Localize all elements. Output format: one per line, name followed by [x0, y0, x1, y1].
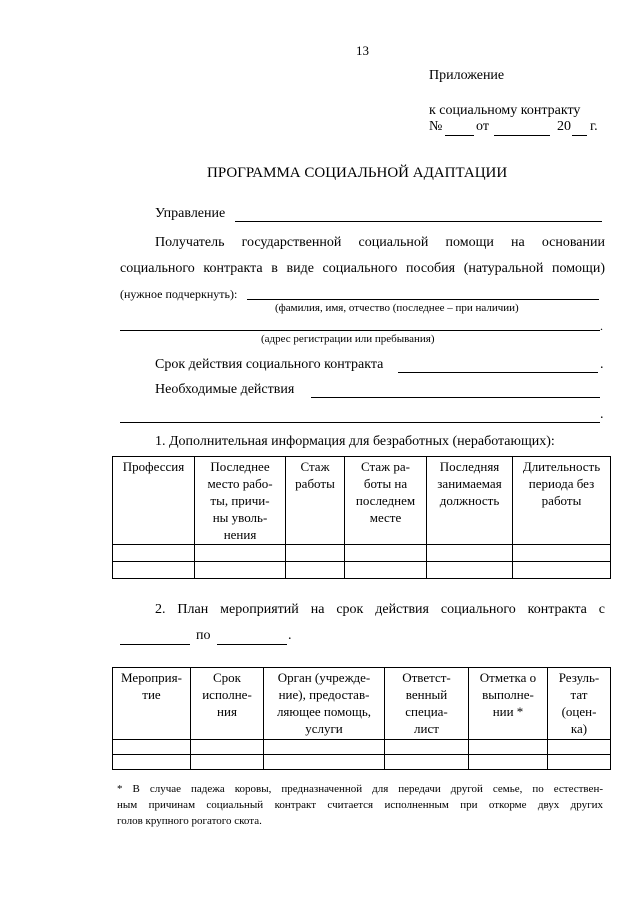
header-cell: Ответст- венный специа- лист — [385, 668, 469, 740]
appendix-no-label: № — [429, 119, 443, 134]
table-cell[interactable] — [191, 755, 264, 770]
header-cell: Стаж ра- боты на последнем месте — [345, 457, 427, 545]
table-cell[interactable] — [195, 562, 286, 579]
table-row — [113, 755, 611, 770]
header-cell: Орган (учрежде- ние), предостав- ляющее помощь, услуги — [264, 668, 385, 740]
document-title: ПРОГРАММА СОЦИАЛЬНОЙ АДАПТАЦИИ — [207, 165, 508, 181]
activity-plan-table — [112, 667, 611, 770]
table-cell[interactable] — [548, 740, 611, 755]
table-cell[interactable] — [113, 562, 195, 579]
plan-start-blank — [120, 644, 190, 645]
required-actions-label: Необходимые действия — [155, 382, 295, 397]
unemployed-info-table — [112, 456, 611, 579]
table-row — [113, 545, 611, 562]
table-cell[interactable] — [113, 755, 191, 770]
plan-to-label: по — [196, 628, 211, 643]
table-header-row — [113, 457, 611, 545]
appendix-from-label: от — [476, 119, 489, 134]
table-cell[interactable] — [427, 545, 513, 562]
appendix-title: Приложение — [429, 68, 505, 83]
table-cell[interactable] — [385, 740, 469, 755]
appendix-contract-line: к социальному контракту — [429, 103, 581, 118]
header-cell: Длительность периода без работы — [513, 457, 611, 545]
section-2-title: 2. План мероприятий на срок действия социального контракта с — [155, 602, 605, 617]
header-cell: Резуль- тат (оцен- ка) — [548, 668, 611, 740]
page-number: 13 — [356, 43, 369, 58]
department-blank — [235, 221, 602, 222]
required-actions-blank — [311, 397, 600, 398]
table-cell[interactable] — [195, 545, 286, 562]
header-cell: Стаж работы — [286, 457, 345, 545]
table-row — [113, 740, 611, 755]
contract-term-label: Срок действия социального контракта — [155, 357, 384, 372]
contract-year-blank — [572, 135, 587, 136]
header-cell: Срок исполне- ния — [191, 668, 264, 740]
address-caption: (адрес регистрации или пребывания) — [261, 333, 435, 345]
department-label: Управление — [155, 206, 226, 221]
contract-date-blank — [494, 135, 550, 136]
table-cell[interactable] — [469, 755, 548, 770]
required-actions-blank-2 — [120, 422, 600, 423]
fio-caption: (фамилия, имя, отчество (последнее – при наличии) — [275, 302, 519, 314]
table-cell[interactable] — [113, 740, 191, 755]
recipient-line-2: социального контракта в виде социального пособия (натуральной помощи) — [120, 261, 605, 276]
table-cell[interactable] — [286, 545, 345, 562]
table-cell[interactable] — [191, 740, 264, 755]
footnote-line-1: * В случае падежа коровы, предназначенной для передачи другой семье, по естествен- — [117, 783, 603, 795]
table-cell[interactable] — [513, 545, 611, 562]
appendix-year-prefix: 20 — [557, 119, 571, 134]
recipient-name-blank — [247, 299, 599, 300]
contract-number-blank — [445, 135, 474, 136]
footnote-line-2: ным причинам социальный контракт считается исполненным при откорме двух других — [117, 799, 603, 811]
footnote-line-3: голов крупного рогатого скота. — [117, 815, 262, 827]
recipient-line-1: Получатель государственной социальной помощи на основании — [155, 235, 605, 250]
table-cell[interactable] — [385, 755, 469, 770]
table-cell[interactable] — [345, 562, 427, 579]
header-cell: Отметка о выполне- нии * — [469, 668, 548, 740]
contract-term-blank — [398, 372, 598, 373]
address-blank — [120, 330, 600, 331]
plan-end-blank — [217, 644, 287, 645]
table-cell[interactable] — [513, 562, 611, 579]
table-cell[interactable] — [345, 545, 427, 562]
table-cell[interactable] — [264, 740, 385, 755]
table-cell[interactable] — [286, 562, 345, 579]
table-cell[interactable] — [264, 755, 385, 770]
table-header-row — [113, 668, 611, 740]
underline-hint: (нужное подчеркнуть): — [120, 287, 238, 301]
table-row — [113, 562, 611, 579]
header-cell: Последняя занимаемая должность — [427, 457, 513, 545]
table-cell[interactable] — [427, 562, 513, 579]
table-cell[interactable] — [469, 740, 548, 755]
header-cell: Последнее место рабо- ты, причи- ны уволь- нения — [195, 457, 286, 545]
header-cell: Мероприя- тие — [113, 668, 191, 740]
table-cell[interactable] — [113, 545, 195, 562]
appendix-year-suffix: г. — [590, 119, 598, 134]
table-cell[interactable] — [548, 755, 611, 770]
section-1-title: 1. Дополнительная информация для безработных (неработающих): — [155, 434, 555, 449]
header-cell: Профессия — [113, 457, 195, 545]
